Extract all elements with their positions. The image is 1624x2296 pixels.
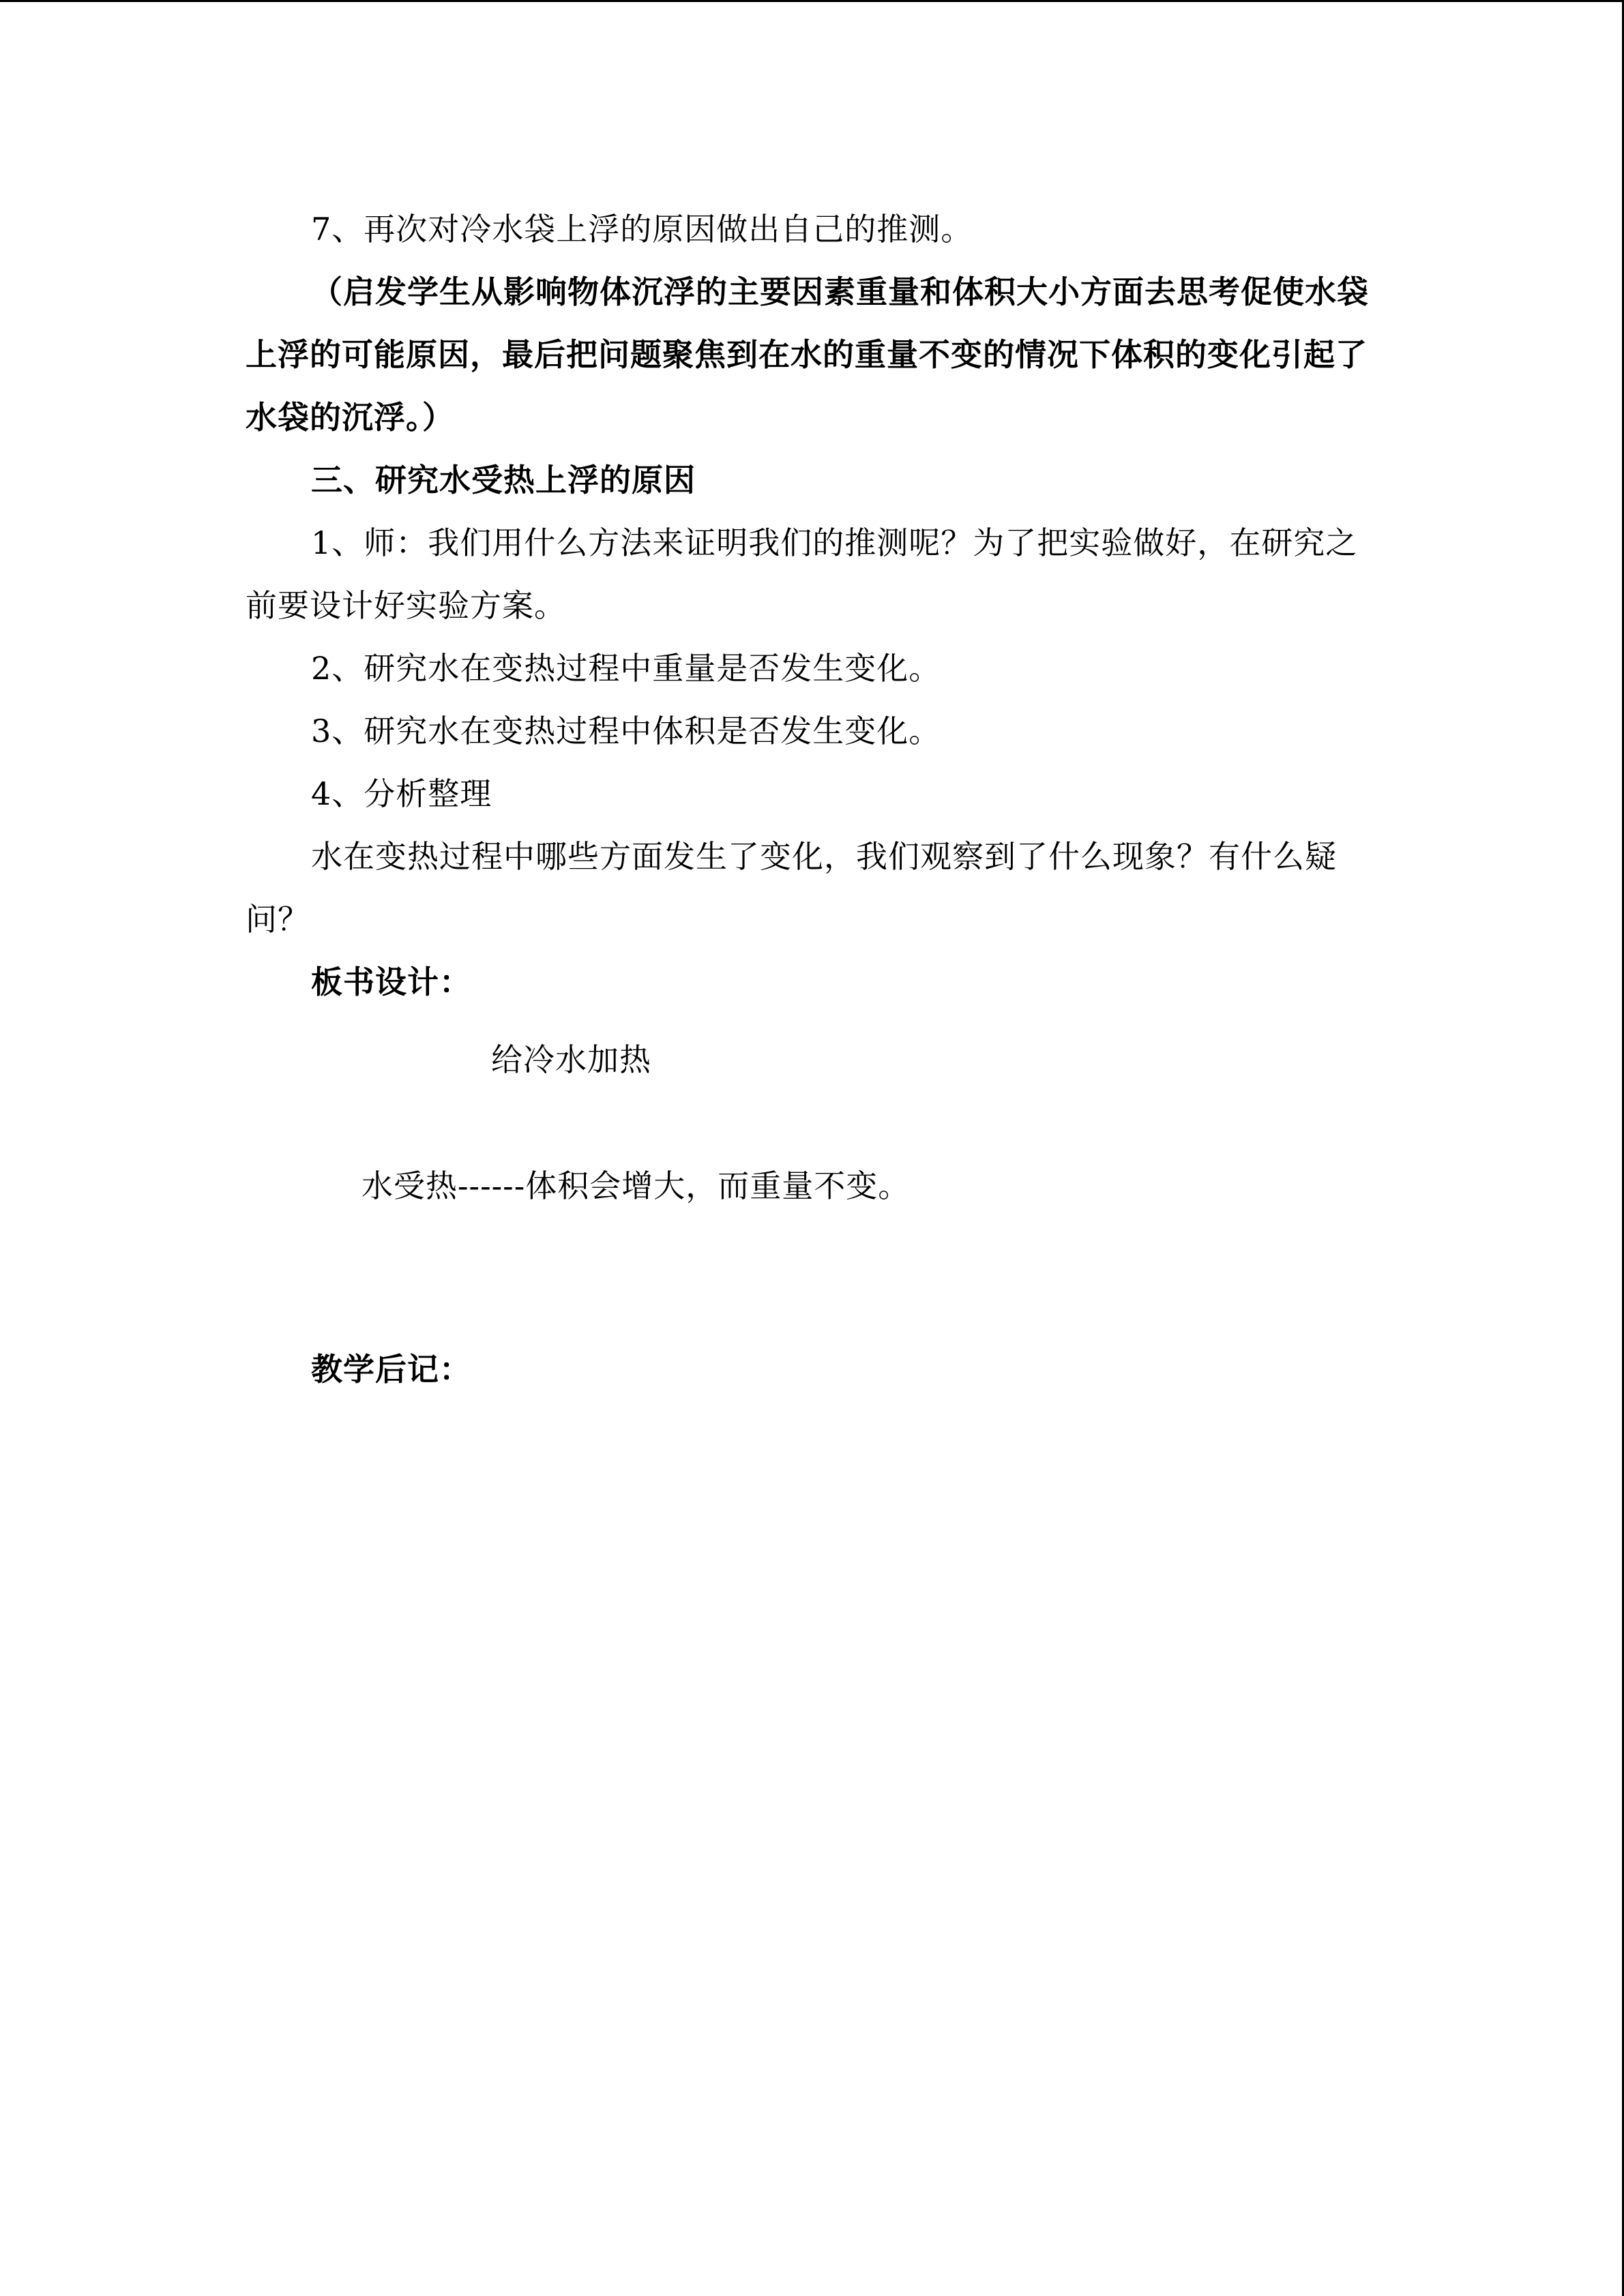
teaching-hint-paragraph: （启发学生从影响物体沉浮的主要因素重量和体积大小方面去思考促使水袋上浮的可能原因，最后把问题聚焦到在水的重量不变的情况下体积的变化引起了水袋的沉浮。） bbox=[246, 273, 1369, 436]
section-3-heading: 三、研究水受热上浮的原因 bbox=[311, 462, 696, 498]
item-4-paragraph: 4、分析整理 bbox=[311, 775, 492, 812]
board-design-heading: 板书设计： bbox=[311, 964, 471, 1000]
step-7-paragraph: 7、再次对冷水袋上浮的原因做出自己的推测。 bbox=[311, 211, 973, 248]
teaching-postscript-heading: 教学后记： bbox=[311, 1351, 471, 1388]
item-1-paragraph: 1、师：我们用什么方法来证明我们的推测呢？为了把实验做好，在研究之前要设计好实验方案。 bbox=[246, 524, 1358, 624]
board-title: 给冷水加热 bbox=[491, 1041, 651, 1078]
analysis-paragraph: 水在变热过程中哪些方面发生了变化，我们观察到了什么现象？有什么疑问？ bbox=[246, 838, 1337, 938]
document-body bbox=[246, 198, 1378, 1013]
item-3-paragraph: 3、研究水在变热过程中体积是否发生变化。 bbox=[311, 713, 941, 749]
board-content-line: 水受热------体积会增大，而重量不变。 bbox=[361, 1167, 911, 1204]
item-2-paragraph: 2、研究水在变热过程中重量是否发生变化。 bbox=[311, 650, 941, 687]
